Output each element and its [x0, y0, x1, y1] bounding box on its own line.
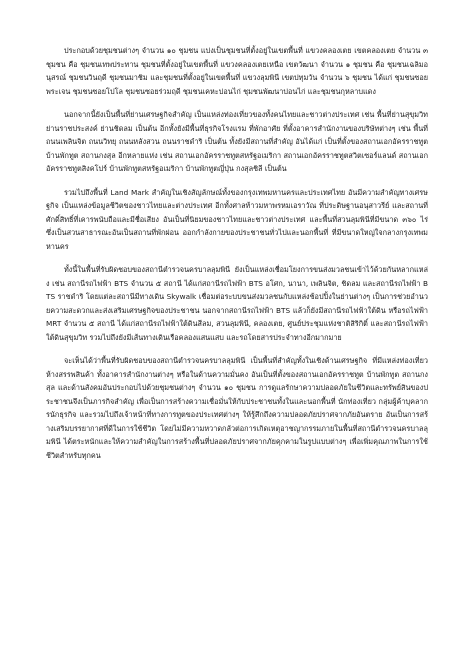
- paragraph-transport: ทั้งนี้ในพื้นที่รับผิดชอบของสถานีตำรวจนครบาลลุมพินี ยังเป็นแหล่งเชื่อมโยงการขนส่งมวลชนเข้าไว้ด้วยกันหลากแหล่ง เช่น สถานีรถไฟฟ้า BTS จำนวน ๕ สถานี ได้แก่สถานีรถไฟฟ้า BTS อโศก, นานา, เพลินจิต, ชิดลม และสถานีรถไฟฟ้า BTS ราชดำริ โดยแต่ละสถานีมีทางเดิน Skywalk เชื่อมต่อระบบขนส่งมวลชนกับแหล่งช้อปปิ้งในย่านต่างๆ เป็นการช่วยอำนวยความสะดวกและส่งเสริมเศรษฐกิจของประชาชน นอกจากสถานีรถไฟฟ้า BTS แล้วก็ยังมีสถานีรถไฟฟ้าใต้ดิน หรือรถไฟฟ้า MRT จำนวน ๕ สถานี ได้แก่สถานีรถไฟฟ้าใต้ดินสีลม, สวนลุมพินี, คลองเตย, ศูนย์ประชุมแห่งชาติสิริกิติ์ และสถานีรถไฟฟ้าใต้ดินสุขุมวิท รวมไปถึงยังมีเส้นทางเดินเรือคลองแสนแสบ และรถโดยสารประจำทางอีกมากมาย: [46, 265, 428, 342]
- paragraph-summary: จะเห็นได้ว่าพื้นที่รับผิดชอบของสถานีตำรวจนครบาลลุมพินี เป็นพื้นที่สำคัญทั้งในเชิงด้านเศรษฐกิจ ที่มีแหล่งท่องเที่ยว ห้างสรรพสินค้า ทั้งอาคารสำนักงานต่างๆ หรือในด้านความมั่นคง อันเป็นที่ตั้งของสถานเอกอัครราชทูต บ้านพักทูต สถานกงสุล และด้านสังคมอันประกอบไปด้วยชุมชนต่างๆ จำนวน ๑๐ ชุมชน การดูแลรักษาความปลอดภัยในชีวิตและทรัพย์สินของประชาชนจึงเป็นภารกิจสำคัญ เพื่อเป็นการสร้างความเชื่อมั่นให้กับประชาชนทั้งในและนอกพื้นที่ นักท่องเที่ยว กลุ่มผู้ค้าบุคลากรนักธุรกิจ และรวมไปถึงเจ้าหน้าที่ทางการทูตของประเทศต่างๆ ให้รู้สึกถึงความปลอดภัยปราศจากภัยอันตราย อันเป็นการสร้างเสริมบรรยากาศที่ดีในการใช้ชีวิต โดยไม่มีความหวาดกลัวต่อการเกิดเหตุอาชญากรรมภายในพื้นที่สถานีตำรวจนครบาลลุมพินี ได้ตระหนักและให้ความสำคัญในการสร้างพื้นที่ปลอดภัยปราศจากภัยคุกคามในรูปแบบต่างๆ เพื่อเพิ่มคุณภาพในการใช้ชีวิตสำหรับทุกคน: [46, 356, 428, 460]
- paragraph-communities: ประกอบด้วยชุมชนต่างๆ จำนวน ๑๐ ชุมชน แบ่งเป็นชุมชนที่ตั้งอยู่ในเขตพื้นที่ แขวงคลองเตย เขตคลองเตย จำนวน ๓ ชุมชน คือ ชุมชนเทพประทาน ชุมชนที่ตั้งอยู่ในเขตพื้นที่ แขวงคลองเตยเหนือ เขตวัฒนา จำนวน ๑ ชุมชน คือ ชุมชนเฉลิมอนุสรณ์ ชุมชนวินฤดี ชุมชนมาชิม และชุมชนที่ตั้งอยู่ในเขตพื้นที่ แขวงลุมพินี เขตปทุมวัน จำนวน ๖ ชุมชน ได้แก่ ชุมชนซอยพระเจน ชุมชนซอยโปโล ชุมชนซอยร่วมฤดี ชุมชนเคหะบ่อนไก่ ชุมชนพัฒนาบ่อนไก่ และชุมชนกุหลาบแดง: [46, 46, 428, 96]
- paragraph-economic-zone: นอกจากนี้ยังเป็นพื้นที่ย่านเศรษฐกิจสำคัญ เป็นแหล่งท่องเที่ยวของทั้งคนไทยและชาวต่างประเทศ เช่น พื้นที่ย่านสุขุมวิท ย่านราชประสงค์ ย่านชิดลม เป็นต้น อีกทั้งยังมีพื้นที่ธุรกิจโรงแรม ที่พักอาศัย ที่ตั้งอาคารสำนักงานของบริษัทต่างๆ เช่น พื้นที่ถนนเพลินจิต ถนนวิทยุ ถนนหลังสวน ถนนราชดำริ เป็นต้น ทั้งยังมีสถานที่สำคัญ อันได้แก่ เป็นที่ตั้งของสถานเอกอัครราชทูต บ้านพักทูต สถานกงสุล อีกหลายแห่ง เช่น สถานเอกอัครราชทูตสหรัฐอเมริกา สถานเอกอัครราชทูตสวิตเซอร์แลนด์ สถานเอกอัครราชทูตสิงคโปร์ บ้านพักทูตสหรัฐอเมริกา บ้านพักทูตญี่ปุ่น กงสุลชิลี เป็นต้น: [46, 110, 428, 173]
- paragraph-landmarks: รวมไปถึงพื้นที่ Land Mark สำคัญในเชิงสัญลักษณ์ทั้งของกรุงเทพมหานครและประเทศไทย อันมีความสำคัญทางเศรษฐกิจ เป็นแหล่งข้อมูลชีวิตของชาวไทยและต่างประเทศ อีกทั้งศาลท้าวมหาพรหมเอราวัณ ที่ประดิษฐานอนุสาวรีย์ และสถานที่ศักดิ์สิทธิ์ที่เคารพนับถือและมีชื่อเสียง อันเป็นที่นิยมของชาวไทยและชาวต่างประเทศ และพื้นที่สวนลุมพินีที่มีขนาด ๓๖๐ ไร่ ซึ่งเป็นสวนสาธารณะอันเป็นสถานที่พักผ่อน ออกกำลังกายของประชาชนทั่วไปและนอกพื้นที่ ที่มีขนาดใหญ่ใจกลางกรุงเทพมหานคร: [46, 187, 428, 251]
